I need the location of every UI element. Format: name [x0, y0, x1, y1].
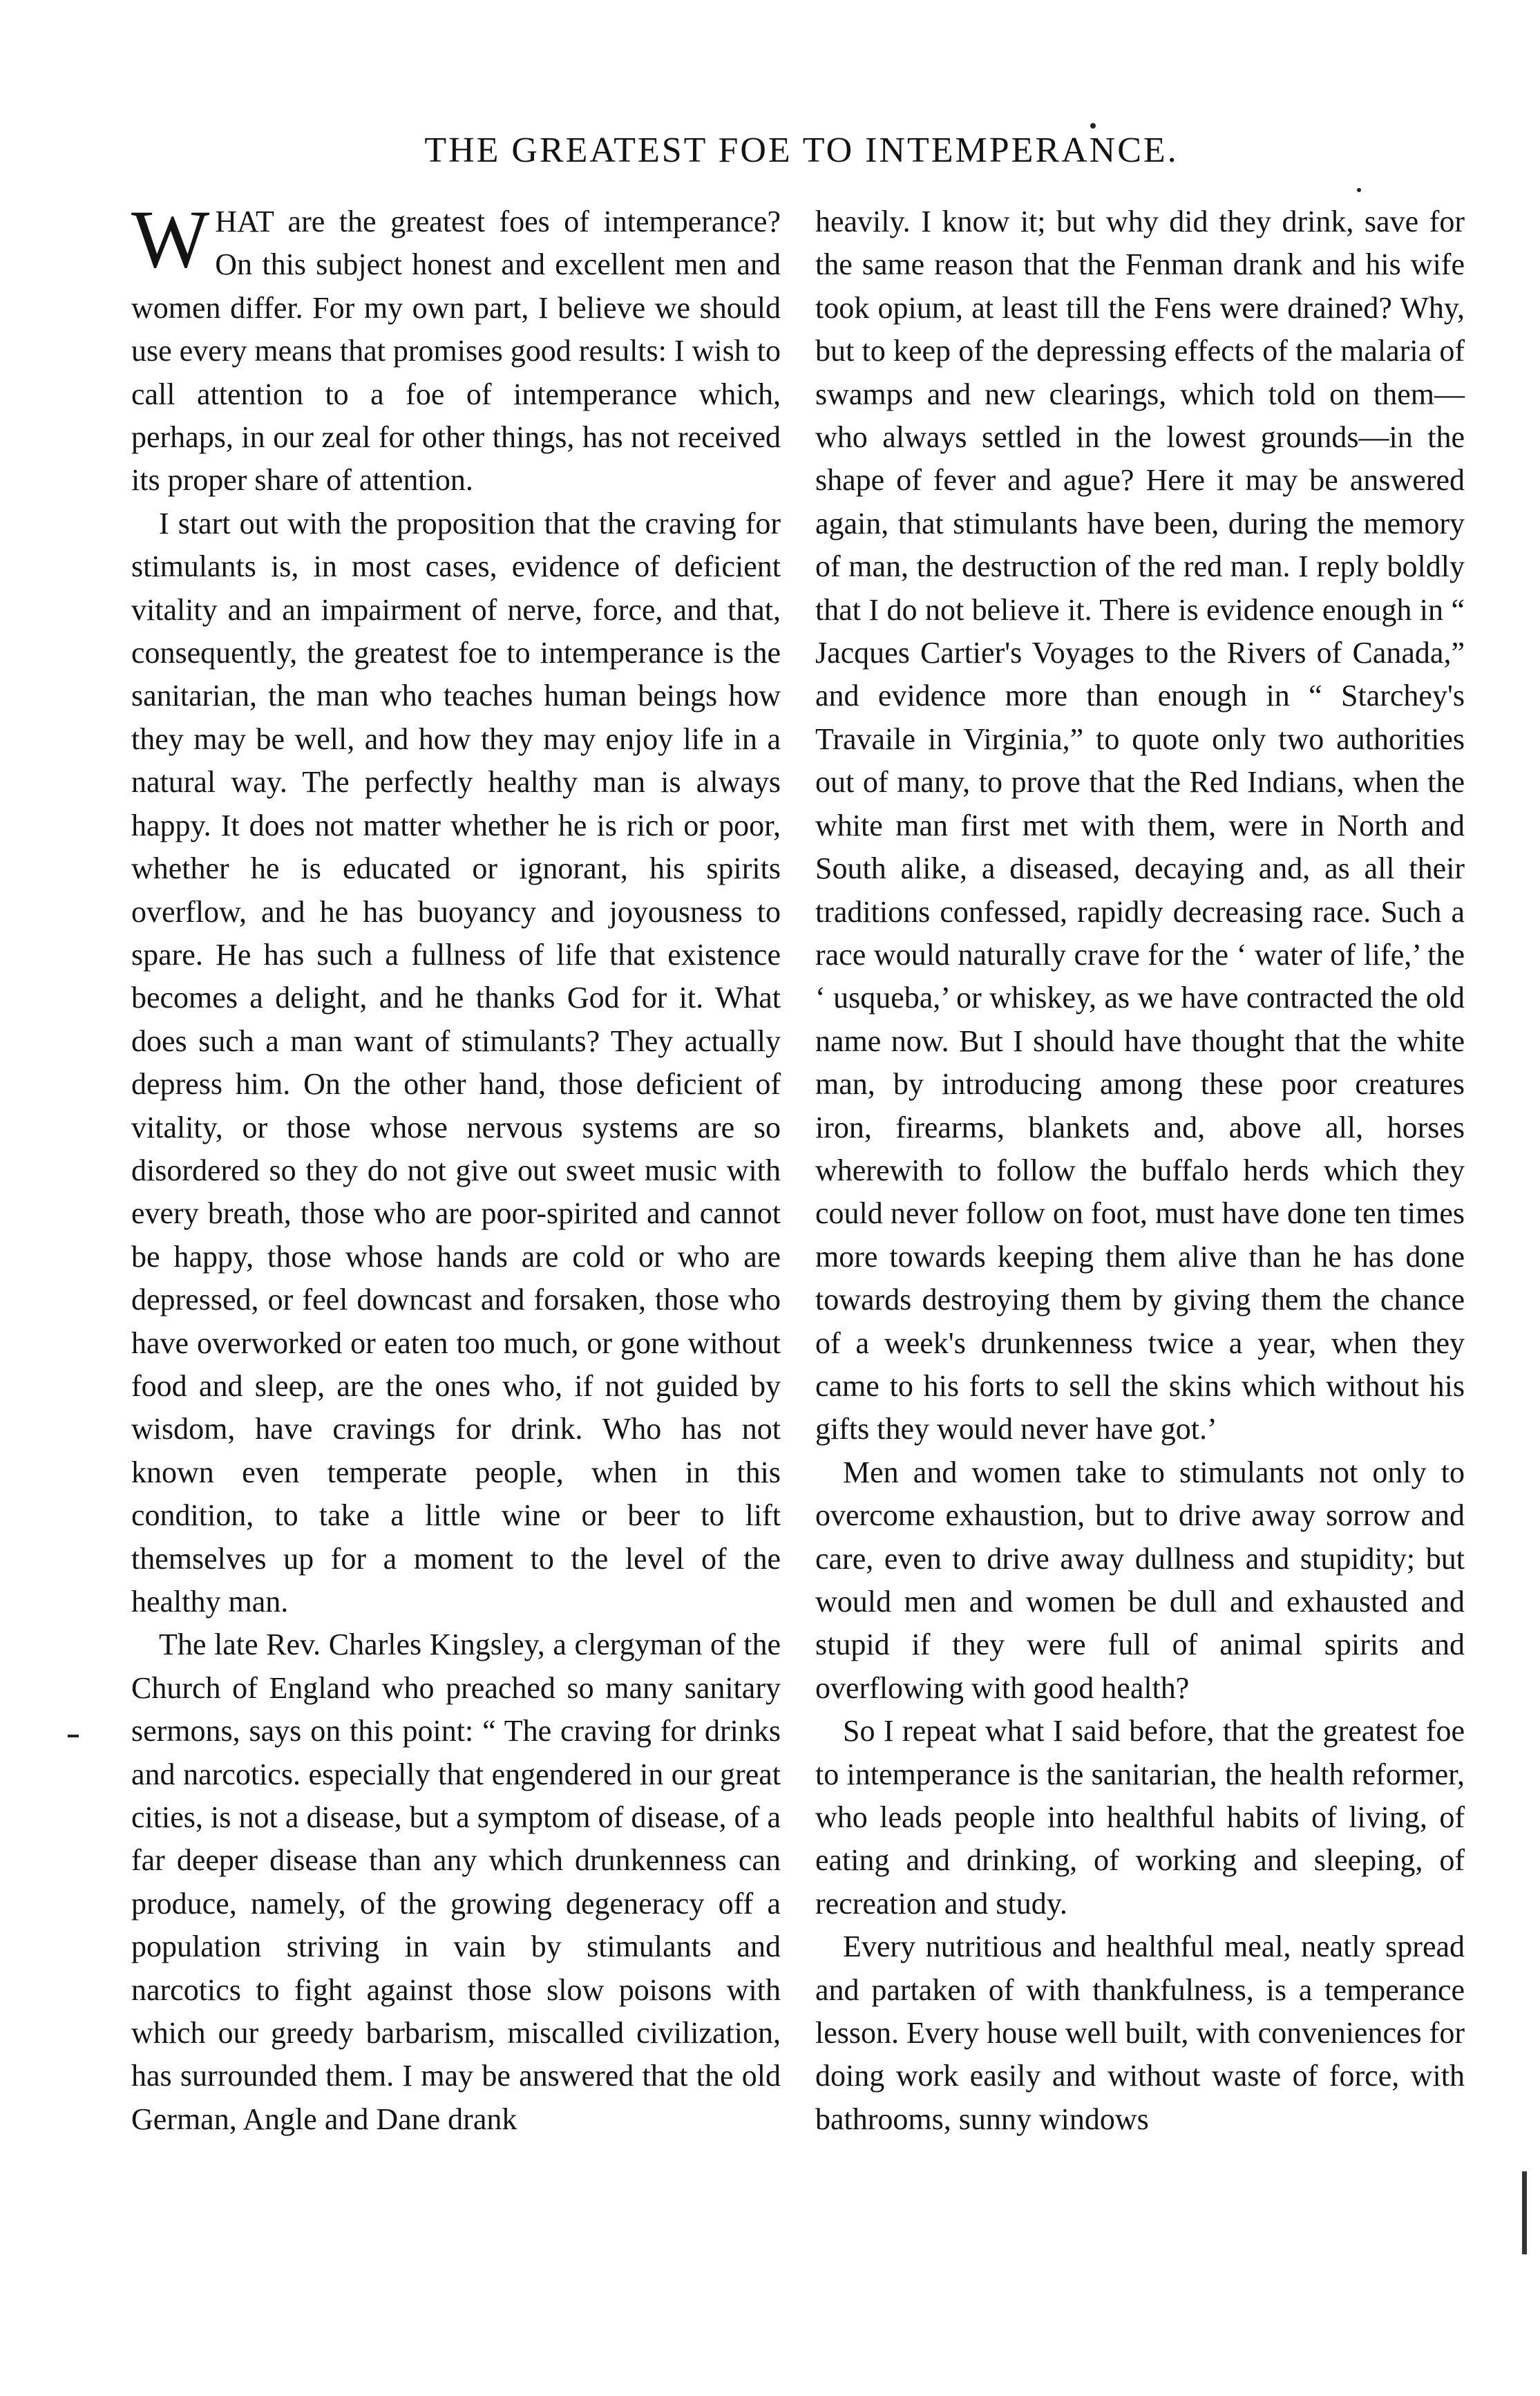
print-speck — [1357, 188, 1361, 192]
paragraph-text: HAT are the greatest foes of intemperance? On this subject honest and excellent men and women differ. For my own part, I believe we should use every means that promises good results: I wish to call attention to a foe of intemperance which, perhaps, in our zeal for other things, has not received its proper share of attention. — [131, 205, 781, 498]
paragraph: I start out with the proposition that the craving for stimulants is, in most cases, evidence of deficient vitality and an impairment of nerve, force, and that, consequently, the greatest foe to intemperance is the sanitarian, the man who teaches human beings how they may be well, and how they may enjoy life in a natural way. The perfectly healthy man is always happy. It does not matter whether he is rich or poor, whether he is educated or ignorant, his spirits overflow, and he has buoyancy and joyousness to spare. He has such a fullness of life that existence becomes a delight, and he thanks God for it. What does such a man want of stimulants? They actually depress him. On the other hand, those deficient of vitality, or those whose nervous systems are so disordered so they do not give out sweet music with every breath, those who are poor-spirited and cannot be happy, those whose hands are cold or who are depressed, or feel downcast and forsaken, those who have overworked or eaten too much, or gone without food and sleep, are the ones who, if not guided by wisdom, have cravings for drink. Who has not known even temperate people, when in this condition, to take a little wine or beer to lift themselves up for a moment to the level of the healthy man. — [131, 506, 781, 1619]
page-edge-mark — [1522, 2171, 1527, 2254]
drop-cap: W — [131, 193, 210, 285]
left-column — [131, 193, 781, 2141]
article-title: THE GREATEST FOE TO INTEMPERANCE. — [424, 131, 1179, 170]
right-column — [815, 200, 1465, 2141]
paragraph: The late Rev. Charles Kingsley, a clergyman of the Church of England who preached so many sanitary sermons, says on this point: “ The craving for drinks and narcotics. especially that engendered in our great cities, is not a disease, but a symptom of disease, of a far deeper disease than any which drunkenness can produce, namely, of the growing degeneracy off a population striving in vain by stimulants and narcotics to fight against those slow poisons with which our greedy barbarism, miscalled civilization, has surrounded them. I may be answered that the old German, Angle and Dane drank — [131, 1628, 781, 2136]
paragraph — [131, 193, 781, 502]
print-dash — [68, 1735, 79, 1737]
paragraph: So I repeat what I said before, that the greatest foe to intemperance is the sanitarian, the health reformer, who leads people into healthful habits of living, of eating and drinking, of working and sleeping, of recreation and study. — [815, 1714, 1465, 1921]
paragraph: Every nutritious and healthful meal, neatly spread and partaken of with thankfulness, is a temperance lesson. Every house well built, with conveniences for doing work easily and without waste of force, with bathrooms, sunny windows — [815, 1930, 1465, 2136]
paragraph: heavily. I know it; but why did they drink, save for the same reason that the Fenman drank and his wife took opium, at least till the Fens were drained? Why, but to keep of the depressing effects of the malaria of swamps and new clearings, which told on them—who always settled in the lowest grounds—in the shape of fever and ague? Here it may be answered again, that stimulants have been, during the memory of man, the destruction of the red man. I reply boldly that I do not believe it. There is evidence enough in “ Jacques Cartier's Voyages to the Rivers of Canada,” and evidence more than enough in “ Starchey's Travaile in Virginia,” to quote only two authorities out of many, to prove that the Red Indians, when the white man first met with them, were in North and South alike, a diseased, decaying and, as all their traditions confessed, rapidly decreasing race. Such a race would naturally crave for the ‘ water of life,’ the ‘ usqueba,’ or whiskey, as we have contracted the old name now. But I should have thought that the white man, by introducing among these poor creatures iron, firearms, blankets and, above all, horses wherewith to follow the buffalo herds which they could never follow on foot, must have done ten times more towards keeping them alive than he has done towards destroying them by giving them the chance of a week's drunkenness twice a year, when they came to his forts to sell the skins which without his gifts they would never have got.’ — [815, 205, 1465, 1446]
paragraph: Men and women take to stimulants not only to overcome exhaustion, but to drive away sorrow and care, even to drive away dullness and stupidity; but would men and women be dull and exhausted and stupid if they were full of animal spirits and overflowing with good health? — [815, 1455, 1465, 1705]
print-speck — [1090, 123, 1096, 129]
